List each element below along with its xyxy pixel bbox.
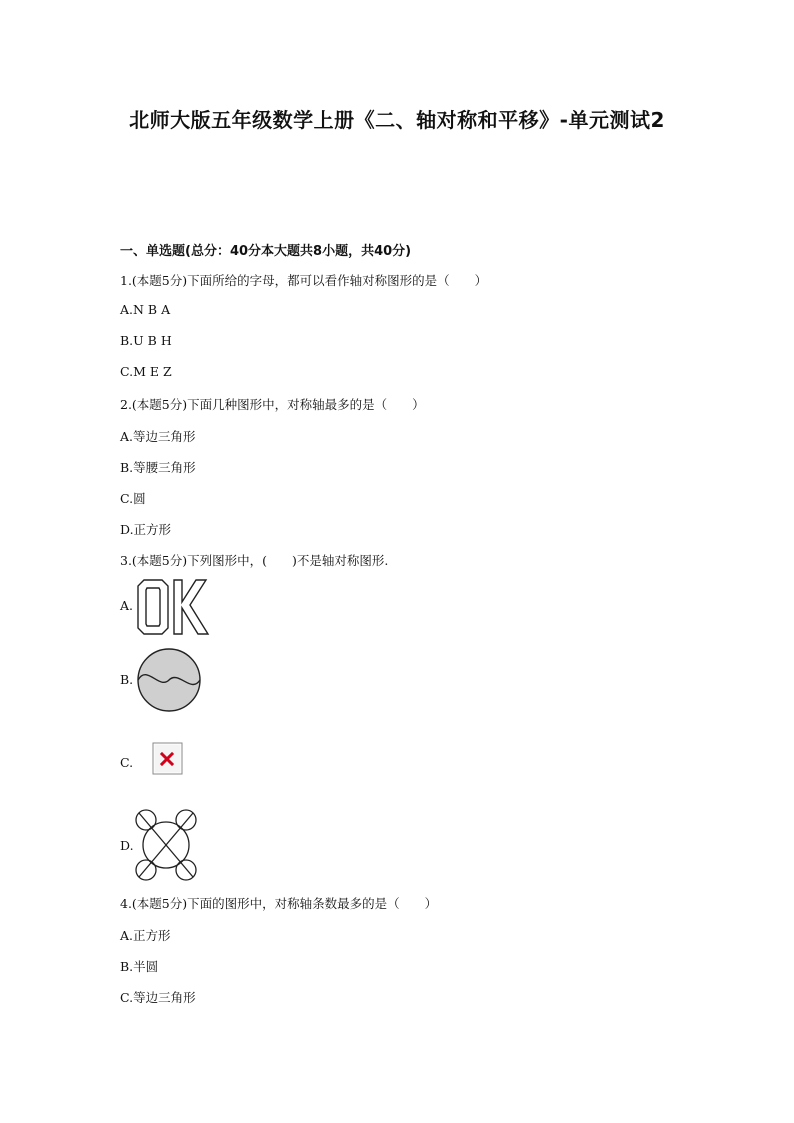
question-2-option-a: A.等边三角形: [120, 429, 196, 444]
question-1-option-a: A.N B A: [120, 302, 171, 317]
question-2-option-b: B.等腰三角形: [120, 460, 196, 475]
question-3-option-a-label: A.: [120, 598, 134, 613]
question-3-option-d-label: D.: [120, 838, 134, 853]
section-heading: 一、单选题(总分：40分本大题共8小题，共40分): [120, 244, 412, 259]
question-1-option-c: C.M E Z: [120, 364, 172, 379]
question-2-option-c: C.圆: [120, 491, 146, 506]
question-4-option-b: B.半圆: [120, 959, 159, 974]
question-3-option-b-label: B.: [120, 672, 134, 687]
page-title: 北师大版五年级数学上册《二、轴对称和平移》-单元测试2: [129, 108, 665, 132]
question-3-option-c-label: C.: [120, 755, 134, 770]
question-2-option-d: D.正方形: [120, 522, 172, 537]
yin-yang-figure: [135, 646, 203, 714]
question-4-option-c: C.等边三角形: [120, 990, 196, 1005]
question-1-stem: 1.(本题5分)下面所给的字母，都可以看作轴对称图形的是（ ）: [120, 273, 488, 288]
ok-letters-figure: [136, 578, 210, 636]
question-4-option-a: A.正方形: [120, 928, 171, 943]
question-4-stem: 4.(本题5分)下面的图形中，对称轴条数最多的是（ ）: [120, 896, 438, 911]
question-1-option-b: B.U B H: [120, 333, 172, 348]
question-3-stem: 3.(本题5分)下列图形中，( )不是轴对称图形.: [120, 553, 389, 568]
broken-image-icon: [152, 742, 184, 776]
question-2-stem: 2.(本题5分)下面几种图形中，对称轴最多的是（ ）: [120, 397, 425, 412]
circles-figure: [134, 808, 198, 882]
